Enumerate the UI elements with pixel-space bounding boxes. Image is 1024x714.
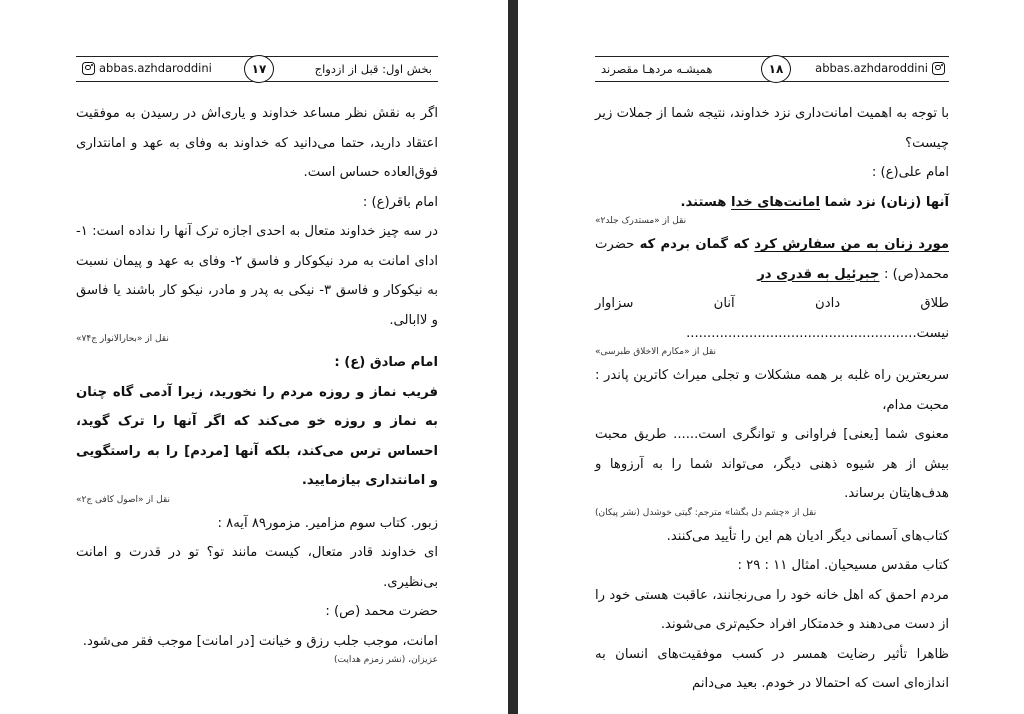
page-header [595,56,949,82]
quote-heading: امام صادق (ع) : [334,355,438,370]
underlined-phrase: جبرئیل به قدری در [757,266,880,282]
source-citation: نقل از «چشم دل بگشا» مترجم: گیتی خوشدل (نشر پیکان) [595,507,817,518]
chapter-title: همیشـه مردهـا مقصرند [601,62,713,76]
paragraph: با توجه به اهمیت امانت‌داری نزد خداوند، نتیجه شما از جملات زیر چیست؟ [595,106,949,151]
left-page [0,0,508,714]
page-header [76,56,438,82]
quote-text: که گمان بردم که [639,237,750,252]
quote-heading: امام باقر(ع) : [362,194,438,210]
page-body [76,99,438,669]
quote-heading: کتاب مقدس مسیحیان. امثال ۱۱ : ۲۹ : [737,558,949,573]
chapter-title: بخش اول: قبل از ازدواج [314,62,432,76]
source-citation: نقل از «اصول کافی ج۲» [76,494,171,505]
paragraph: اگر به نقش نظر مساعد خداوند و یاری‌اش در رسیدن به موفقیت اعتقاد دارید، حتما می‌دانید که خداوند به وفای به عهد و امانتداری فوق‌العاده حساس است. [76,106,438,180]
quote-heading: حضرت محمد (ص) : [325,604,438,619]
underlined-phrase: امانت‌های خدا [731,194,820,210]
page-number: ۱۸ [761,55,791,83]
paragraph-text: خودم. [761,676,795,691]
paragraph [595,640,949,699]
underlined-phrase: مورد زنان به من سفارش کرد [754,237,950,252]
instagram-handle [82,61,212,75]
paragraph: مردم احمق که اهل خانه خود را می‌رنجانند، عاقبت هستی خود را از دست می‌دهند و خدمتکار افراد حکیم‌تری می‌شوند. [595,587,949,632]
right-page [518,0,1024,714]
quote-body [595,230,949,289]
page-body [595,99,949,699]
quote-text: هستند. [680,194,727,210]
paragraph-text: بعید می‌دانم [692,676,758,691]
instagram-username: abbas.azhdaroddini [815,61,928,75]
quote-heading: امام علی(ع) : [871,165,949,180]
quote-heading: حضرت محمد(ص) : [595,237,949,282]
page-gutter [508,0,518,714]
instagram-icon [932,62,945,75]
paragraph: کتاب‌های آسمانی دیگر ادیان هم این را تأیید می‌کنند. [666,528,949,544]
instagram-icon [82,62,95,75]
quote-text: آنها (زنان) نزد شما [824,194,949,210]
quote-heading: زبور. کتاب سوم مزامیر. مزمور۸۹ آیه۸ : [217,515,438,531]
paragraph: امانت، موجب جلب رزق و خیانت [در امانت] موجب فقر می‌شود. [82,633,438,649]
instagram-username: abbas.azhdaroddini [99,61,212,75]
paragraph: معنوی شما [یعنی] فراوانی و توانگری است...... طریق محبت بیش از هر شیوه ذهنی دیگر، می‌تواند شما را به آرزوها و هدف‌هایتان برساند. [595,427,949,501]
paragraph-text: ظاهرا تأثیر رضایت همسر در کسب موفقیت‌های انسان به اندازه‌ای است که احتمالا در [595,646,949,691]
source-citation: عزیزان، (نشر زمزم هدایت) [334,655,438,665]
source-citation: نقل از «مستدرک جلد۲» [595,216,687,226]
page-number: ۱۷ [244,55,274,83]
paragraph: سریعترین راه غلبه بر همه مشکلات و تجلی میراث کاترین پاندر : محبت مدام، [595,368,949,413]
quote-body [595,188,949,218]
instagram-handle [815,61,945,75]
paragraph: ای خداوند قادر متعال، کیست مانند تو؟ تو در قدرت و امانت بی‌نظیری. [76,545,438,590]
paragraph: در سه چیز خداوند متعال به احدی اجازه ترک آنها را نداده است: ۱- ادای امانت به مرد نیکوکار و فاسق ۲- وفای به عهد و پیمان نسبت به نیکوکار و فاسق ۳- نیکی به پدر و مادر، نیکو کار باشند یا فاسق و لاابالی. [76,224,438,328]
source-citation: نقل از «مکارم الاخلاق طبرسی» [595,347,717,357]
quote-body: فریب نماز و روزه مردم را نخورید، زیرا آدمی گاه چنان به نماز و روزه خو می‌کند که اگر آنها را ترک گوید، احساس ترس می‌کند، بلکه آنها [مردم] را به راستگویی و امانتداری بیازمایید. [76,384,438,488]
source-citation: نقل از «بحارالانوار ج۷۴» [76,334,169,344]
paragraph: طلاق دادن آنان سزاوار نیست....................................................... [595,296,949,341]
